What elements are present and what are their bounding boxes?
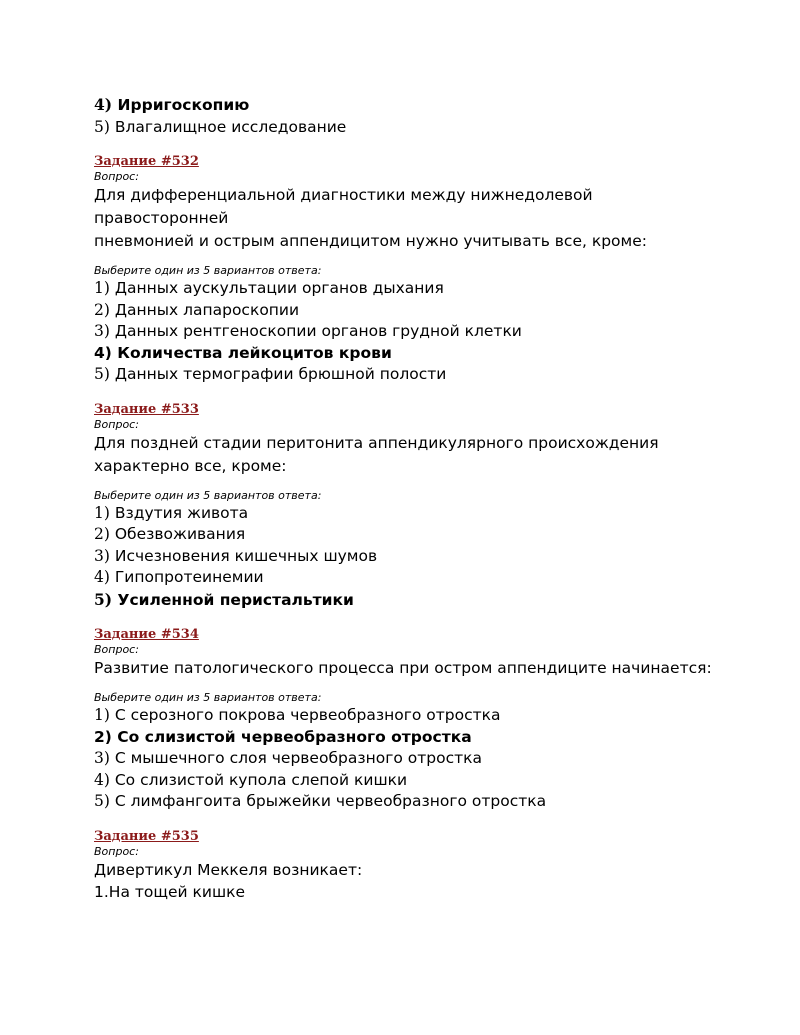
answer-option: 3) Данных рентгеноскопии органов грудной клетки — [94, 322, 522, 340]
task-title: Задание #535 — [94, 828, 199, 844]
answer-option-correct: 2) Со слизистой червеобразного отростка — [94, 727, 472, 746]
answer-option: 2) Данных лапароскопии — [94, 300, 300, 319]
intro-option: 4) Ирригоскопию — [94, 95, 250, 114]
answer-option: 1) Данных аускультации органов дыхания — [94, 279, 444, 297]
answer-option: 5) С лимфангоита брыжейки червеобразного отростка — [94, 792, 547, 810]
answer-option: 3) Исчезновения кишечных шумов — [94, 546, 378, 565]
question-text: Дивертикул Меккеля возникает: — [94, 860, 363, 879]
answer-option: 4) Гипопротеинемии — [94, 568, 264, 586]
answer-option: 1) С серозного покрова червеобразного отростка — [94, 706, 501, 724]
choose-label: Выберите один из 5 вариантов ответа: — [94, 488, 322, 502]
question-text: Развитие патологического процесса при остром аппендиците начинается: — [94, 659, 712, 677]
task-535 — [94, 829, 714, 904]
answer-option: 3) С мышечного слоя червеобразного отростка — [94, 749, 482, 767]
task-title: Задание #534 — [94, 627, 199, 642]
answer-option: 1) Вздутия живота — [94, 503, 249, 522]
task-532 — [94, 154, 714, 386]
task-533 — [94, 402, 714, 612]
answer-option: 5) Данных термографии брюшной полости — [94, 365, 447, 383]
question-text: Для дифференциальной диагностики между нижнедолевой правосторонней пневмонией и острым аппендицитом нужно учитывать все, кроме: — [94, 186, 647, 250]
choose-label: Выберите один из 5 вариантов ответа: — [94, 264, 322, 277]
choose-label: Выберите один из 5 вариантов ответа: — [94, 691, 322, 704]
question-label: Вопрос: — [94, 643, 139, 656]
intro-option: 5) Влагалищное исследование — [94, 117, 347, 136]
question-text: Для поздней стадии перитонита аппендикулярного происхождения характерно все, кроме: — [94, 433, 659, 475]
answer-option: 2) Обезвоживания — [94, 525, 246, 543]
question-label: Вопрос: — [94, 417, 139, 431]
question-label: Вопрос: — [94, 844, 139, 858]
task-534 — [94, 627, 714, 813]
answer-option: 1.На тощей кишке — [94, 882, 246, 901]
answer-option-correct: 5) Усиленной перистальтики — [94, 589, 354, 609]
task-title: Задание #533 — [94, 401, 199, 417]
document-page — [94, 94, 714, 903]
task-title: Задание #532 — [94, 154, 199, 169]
answer-option: 4) Со слизистой купола слепой кишки — [94, 770, 408, 789]
question-label: Вопрос: — [94, 170, 139, 183]
answer-option-correct: 4) Количества лейкоцитов крови — [94, 343, 392, 362]
